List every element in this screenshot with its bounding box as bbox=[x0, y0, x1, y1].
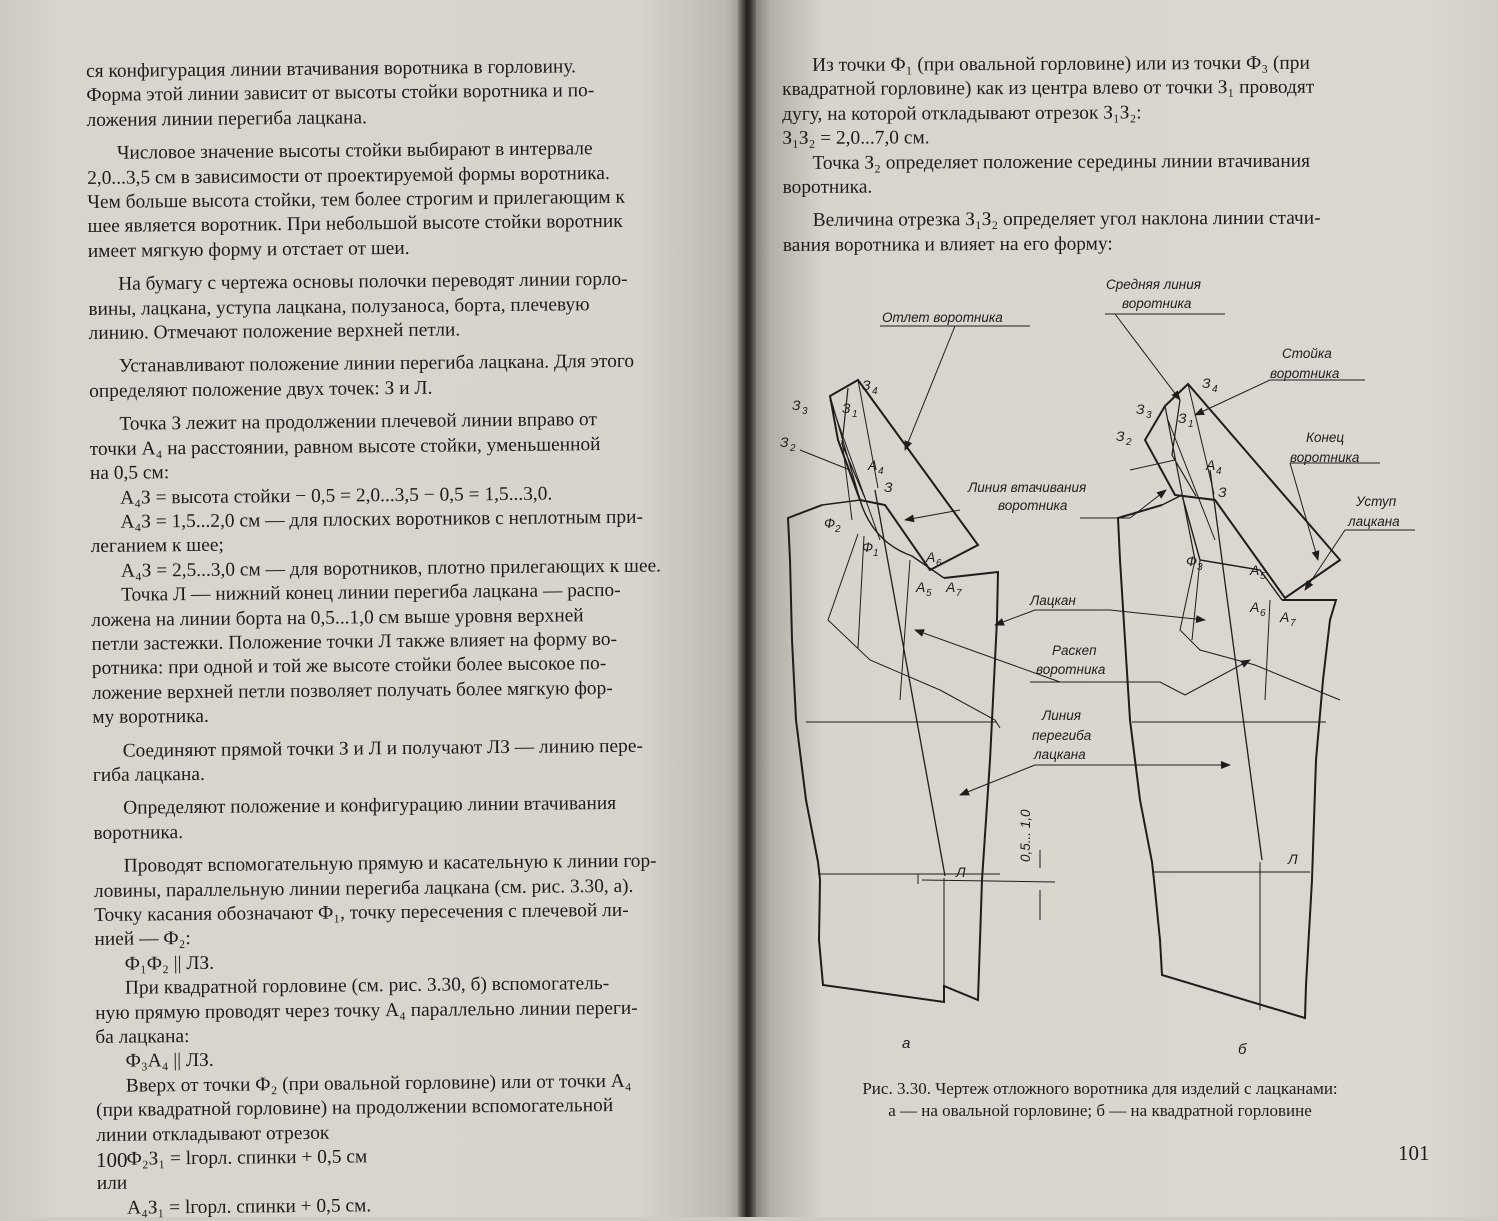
svg-text:3: 3 bbox=[1197, 562, 1203, 573]
leader-vtach-b bbox=[1080, 490, 1166, 518]
label-vtach-2: воротника bbox=[998, 498, 1068, 513]
point-z3-a: З bbox=[792, 397, 801, 413]
text-line: Проводят вспомогательную прямую и касательную к линии гор- bbox=[123, 850, 657, 877]
text-line: Соединяют прямой точки З и Л и получают ЛЗ — линию пере- bbox=[122, 735, 643, 762]
point-z4-a: З bbox=[862, 377, 871, 393]
text-line: ся конфигурация линии втачивания воротника в горловину. bbox=[86, 56, 577, 82]
label-ustup-1: Уступ bbox=[1356, 494, 1397, 509]
svg-text:2: 2 bbox=[1126, 437, 1132, 448]
point-l-a: Л bbox=[956, 864, 966, 880]
label-pereg-3: лацкана bbox=[1034, 747, 1086, 762]
text-line: дугу, на которой откладывают отрезок З₁З₂: bbox=[782, 102, 1142, 125]
text-line: определяют положение двух точек: З и Л. bbox=[89, 377, 433, 402]
svg-text:4: 4 bbox=[1216, 466, 1222, 477]
text-line: воротника. bbox=[782, 176, 873, 199]
formula-line: А₄З = 1,5...2,0 см — для плоских воротников с неплотным при- bbox=[120, 506, 643, 533]
text-line: вания воротника и влияет на его форму: bbox=[782, 233, 1113, 256]
leader-lackan-a bbox=[995, 610, 1110, 625]
svg-text:5: 5 bbox=[1260, 571, 1266, 582]
point-z-b: З bbox=[1218, 484, 1227, 500]
text-line: ложена на линии борта на 0,5...1,0 см выше уровня верхней bbox=[91, 604, 584, 631]
label-konec-2: воротника bbox=[1290, 450, 1360, 465]
collar-outline-b bbox=[1145, 384, 1340, 598]
aux-line-a-2 bbox=[858, 536, 910, 700]
svg-text:7: 7 bbox=[956, 588, 962, 599]
label-otlet: Отлет воротника bbox=[882, 310, 1003, 325]
front-outline-a bbox=[788, 505, 998, 1002]
label-ustup-2: лацкана bbox=[1348, 514, 1400, 529]
label-pereg-2: перегиба bbox=[1032, 728, 1092, 743]
text-line: Числовое значение высоты стойки выбирают в интервале bbox=[116, 138, 593, 164]
svg-text:7: 7 bbox=[1290, 618, 1296, 629]
point-z4-b: З bbox=[1202, 375, 1211, 391]
text-line: или bbox=[96, 1173, 128, 1195]
point-z3-b: З bbox=[1136, 401, 1145, 417]
text-line: Точка З₂ определяет положение середины линии втачивания bbox=[812, 150, 1311, 174]
text-line: му воротника. bbox=[92, 706, 209, 729]
text-line: линию. Отмечают положение верхней петли. bbox=[88, 319, 461, 345]
point-a4-a: А bbox=[868, 457, 878, 473]
text-line: имеет мягкую форму и отстает от шеи. bbox=[87, 237, 410, 262]
text-line: вины, лацкана, уступа лацкана, полузаноса, борта, плечевую bbox=[88, 293, 590, 320]
point-a6-b: А bbox=[1250, 599, 1260, 615]
point-z2-a: З bbox=[780, 434, 789, 450]
svg-text:1: 1 bbox=[1188, 419, 1194, 430]
label-konec-1: Конец bbox=[1306, 430, 1345, 445]
svg-text:2: 2 bbox=[790, 443, 796, 454]
front-outline-b bbox=[1118, 505, 1336, 1018]
text-line: ловины, параллельную линии перегиба лацкана (см. рис. 3.30, а). bbox=[93, 875, 634, 902]
formula-line: А₄З = 2,5...3,0 см — для воротников, плотно прилегающих к шее. bbox=[120, 555, 662, 582]
text-line: Точка З лежит на продолжении плечевой линии вправо от bbox=[119, 409, 598, 435]
text-line: шее является воротник. При небольшой высоте стойки воротник bbox=[87, 211, 623, 238]
figure-caption bbox=[790, 1078, 1410, 1122]
text-line: на 0,5 см: bbox=[89, 462, 170, 485]
label-stoika-2: воротника bbox=[1270, 366, 1340, 381]
formula-line: А₄З₁ = lгорл. спинки + 0,5 см. bbox=[126, 1195, 372, 1219]
point-z2-b: З bbox=[1116, 428, 1125, 444]
drawing-b bbox=[1080, 314, 1415, 1018]
label-sub-a: а bbox=[902, 1035, 911, 1052]
formula-line: З₁З₂ = 2,0...7,0 см. bbox=[782, 127, 930, 150]
text-line: гиба лацкана. bbox=[92, 763, 205, 786]
leader-pereg-a bbox=[960, 765, 1115, 795]
text-line: ложения линии перегиба лацкана. bbox=[86, 107, 368, 131]
text-line: Определяют положение и конфигурацию линии втачивания bbox=[123, 793, 617, 820]
text-line: Точка Л — нижний конец линии перегиба лацкана — распо- bbox=[121, 580, 621, 606]
text-line: нией — Ф₂: bbox=[94, 928, 191, 951]
point-l-b: Л bbox=[1288, 851, 1298, 867]
aux-line-a bbox=[828, 534, 1000, 728]
text-line: ба лацкана: bbox=[95, 1026, 190, 1048]
hem-guide-b bbox=[1152, 862, 1310, 1010]
text-line: ную прямую проводят через точку А₄ параллельно линии переги- bbox=[95, 997, 638, 1024]
formula-line: Ф₂З₁ = lгорл. спинки + 0,5 см bbox=[126, 1146, 368, 1170]
formula-line: Ф₃А₄ || ЛЗ. bbox=[125, 1050, 214, 1073]
svg-text:5: 5 bbox=[926, 588, 932, 599]
point-z-a: З bbox=[884, 479, 893, 495]
text-line: Устанавливают положение линии перегиба лацкана. Для этого bbox=[118, 351, 635, 378]
dim-line-a bbox=[918, 850, 1055, 920]
label-raskep-1: Раскеп bbox=[1052, 643, 1097, 658]
text-line: леганием к шее; bbox=[90, 535, 224, 558]
labels-b bbox=[1106, 277, 1400, 1058]
leader-otlet bbox=[880, 326, 1030, 450]
point-a4-b: А bbox=[1206, 457, 1216, 473]
svg-text:6: 6 bbox=[936, 558, 942, 569]
svg-text:4: 4 bbox=[1212, 384, 1218, 395]
point-a6-a: А bbox=[926, 549, 936, 565]
page-number-left: 100 bbox=[96, 1148, 128, 1172]
leader-stoika bbox=[1195, 380, 1365, 415]
svg-text:3: 3 bbox=[1146, 410, 1152, 421]
leader-vtach-a bbox=[905, 510, 960, 520]
point-z1-b: З bbox=[1178, 410, 1187, 426]
point-a7-b: А bbox=[1280, 609, 1290, 625]
label-dim: 0,5... 1,0 bbox=[1018, 809, 1033, 862]
text-line: Чем больше высота стойки, тем более строгим и прилегающим к bbox=[87, 186, 626, 214]
text-line: Величина отрезка З₁З₂ определяет угол наклона линии стачи- bbox=[812, 208, 1321, 232]
text-line: Вверх от точки Ф₂ (при овальной горловине) или от точки А₄ bbox=[125, 1070, 632, 1097]
text-line: Из точки Ф₁ (при овальной горловине) или из точки Ф₃ (при bbox=[812, 52, 1310, 76]
hem-guide-a bbox=[818, 874, 1000, 1002]
text-line: При квадратной горловине (см. рис. 3.30, б) вспомогатель- bbox=[124, 973, 610, 999]
formula-line: Ф₁Ф₂ || ЛЗ. bbox=[124, 952, 215, 975]
label-pereg-1: Линия bbox=[1042, 708, 1081, 723]
label-lackan-a: Лацкан bbox=[1030, 593, 1076, 608]
text-line: Форма этой линии зависит от высоты стойки воротника и по- bbox=[86, 80, 595, 107]
page-number-right: 101 bbox=[1398, 1141, 1430, 1165]
label-middle-1: Средняя линия bbox=[1106, 277, 1201, 292]
text-line: (при квадратной горловине) на продолжении вспомогательной bbox=[95, 1095, 614, 1122]
text-line: Точку касания обозначают Ф₁, точку пересечения с плечевой ли- bbox=[94, 899, 629, 926]
leader-raskep-b bbox=[1125, 660, 1250, 695]
svg-text:6: 6 bbox=[1260, 608, 1266, 619]
svg-text:1: 1 bbox=[873, 548, 879, 559]
neckline-a bbox=[822, 500, 944, 578]
text-line: На бумагу с чертежа основы полочки переводят линии горло- bbox=[118, 269, 628, 295]
point-f2-a: Ф bbox=[824, 515, 836, 531]
point-a5-b: А bbox=[1250, 562, 1260, 578]
text-line: линии откладывают отрезок bbox=[96, 1122, 330, 1146]
svg-text:2: 2 bbox=[835, 524, 841, 535]
svg-text:4: 4 bbox=[878, 466, 884, 477]
caption-line: Рис. 3.30. Чертеж отложного воротника для изделий с лацканами: bbox=[862, 1079, 1338, 1098]
label-raskep-2: воротника bbox=[1036, 662, 1106, 677]
text-line: квадратной горловине) как из центра влево от точки З₁ проводят bbox=[782, 77, 1315, 101]
caption-line: а — на овальной горловине; б — на квадратной горловине bbox=[888, 1101, 1312, 1120]
svg-text:4: 4 bbox=[872, 386, 878, 397]
point-f3-b: Ф bbox=[1186, 553, 1198, 569]
text-line: 2,0...3,5 см в зависимости от проектируемой формы воротника. bbox=[87, 162, 610, 189]
text-line: петли застежки. Положение точки Л также влияет на форму во- bbox=[91, 628, 618, 655]
text-line: воротника. bbox=[93, 821, 184, 844]
point-a5-a: А bbox=[916, 579, 926, 595]
text-line: ложение верхней петли позволяет получать более мягкую фор- bbox=[91, 677, 613, 704]
point-f1-a: Ф bbox=[862, 539, 874, 555]
svg-text:1: 1 bbox=[852, 409, 858, 420]
label-stoika-1: Стойка bbox=[1282, 346, 1332, 361]
fold-line-a bbox=[875, 490, 945, 876]
formula-line: А₄З = высота стойки − 0,5 = 2,0...3,5 − 0,5 = 1,5...3,0. bbox=[120, 483, 553, 509]
text-line: точки А₄ на расстоянии, равном высоте стойки, уменьшенной bbox=[89, 433, 601, 460]
text-line: ротника: при одной и той же высоте стойки более высокое по- bbox=[91, 653, 607, 680]
point-z1-a: З bbox=[842, 400, 851, 416]
dim-tick-b bbox=[1260, 862, 1280, 878]
svg-text:3: 3 bbox=[802, 406, 808, 417]
point-a7-a: А bbox=[946, 579, 956, 595]
label-sub-b: б bbox=[1238, 1041, 1247, 1058]
label-middle-2: воротника bbox=[1122, 296, 1192, 311]
label-vtach-1: Линия втачивания bbox=[968, 480, 1087, 495]
